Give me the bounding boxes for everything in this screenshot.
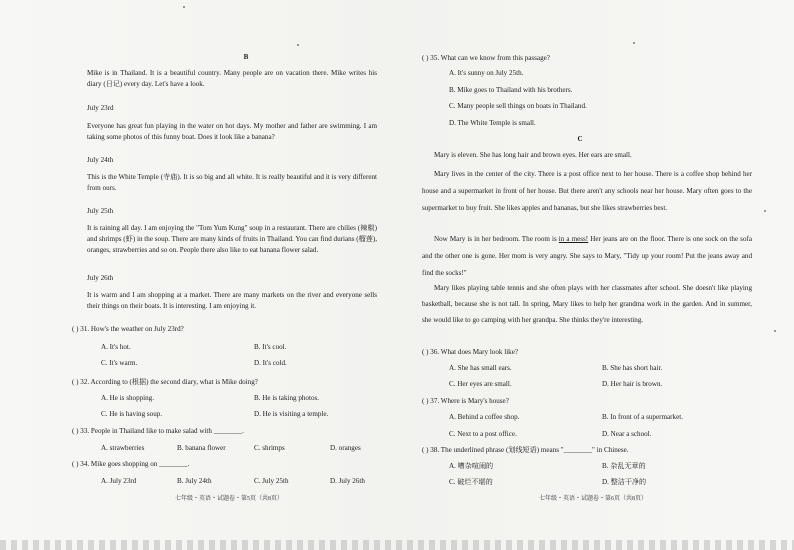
diary-entry: Everyone has great fun playing in the water on hot days. My mother and father are swimming. I am taking some photos of this funny boat. Does it look like a banana? <box>87 122 377 141</box>
section-b-title: B <box>243 53 249 61</box>
answer-option[interactable]: A. July 23rd <box>101 477 137 485</box>
page-right <box>397 0 794 550</box>
section-c-title: C <box>577 135 583 143</box>
answer-option[interactable]: C. 破烂不堪的 <box>449 478 493 486</box>
answer-option[interactable]: C. July 25th <box>254 477 289 485</box>
scan-speck <box>183 6 185 8</box>
passage-paragraph: Mary is eleven. She has long hair and brown eyes. Her ears are small. <box>434 151 632 159</box>
question-stem: ( ) 36. What does Mary look like? <box>422 348 519 356</box>
diary-date: July 26th <box>87 274 114 282</box>
answer-option[interactable]: A. It's sunny on July 25th. <box>449 69 524 77</box>
question-stem: ( ) 31. How's the weather on July 23rd? <box>72 325 184 333</box>
answer-option[interactable]: B. Mike goes to Thailand with his brothers. <box>449 86 573 94</box>
answer-option[interactable]: D. Near a school. <box>602 430 652 438</box>
passage-paragraph <box>422 231 752 282</box>
answer-option[interactable]: C. He is having soup. <box>101 410 163 418</box>
answer-option[interactable]: C. shrimps <box>254 444 285 452</box>
intro-paragraph: Mike is in Thailand. It is a beautiful country. Many people are on vacation there. Mike writes his diary (日记) every day. Let's have a look. <box>87 69 377 88</box>
answer-option[interactable]: A. Behind a coffee shop. <box>449 413 520 421</box>
question-stem: ( ) 37. Where is Mary's house? <box>422 397 509 405</box>
answer-option[interactable]: B. It's cool. <box>254 343 287 351</box>
passage-text: Now Mary is in her bedroom. The room is <box>434 235 559 243</box>
scan-speck <box>297 44 299 46</box>
binding-edge <box>0 540 794 550</box>
answer-option[interactable]: D. It's cold. <box>254 359 287 367</box>
answer-option[interactable]: C. It's warm. <box>101 359 138 367</box>
question-stem: ( ) 32. According to (根据) the second diary, what is Mike doing? <box>72 378 258 386</box>
question-stem: ( ) 38. The underlined phrase (划线短语) means "________" in Chinese. <box>422 446 629 454</box>
diary-entry: It is raining all day. I am enjoying the "Tom Yum Kung" soup in a restaurant. There are chilies (辣椒) and shrimps (虾) in the soup. There are many kinds of fruits in Thailand. You can find durians (榴莲), oranges, strawberries and so on. People there also like to eat banana flower salad. <box>87 224 377 254</box>
question-stem: ( ) 35. What can we know from this passage? <box>422 54 550 62</box>
page-footer: 七年级・英语・试题卷・第5页（共8页） <box>175 496 284 502</box>
answer-option[interactable]: C. Next to a post office. <box>449 430 517 438</box>
answer-option[interactable]: D. The White Temple is small. <box>449 119 536 127</box>
answer-option[interactable]: B. She has short hair. <box>602 364 663 372</box>
answer-option[interactable]: D. oranges <box>330 444 361 452</box>
passage-paragraph: Mary likes playing table tennis and she often plays with her classmates after school. She doesn't like playing basketball, because she is not tall. In spring, Mary likes to help her grandma work in the garden. And in summer, she would like to go camping with her grandpa. She thinks they're interesting. <box>422 284 752 324</box>
scan-speck <box>764 210 766 212</box>
scan-speck <box>633 42 635 44</box>
diary-date: July 23rd <box>87 104 114 112</box>
passage-paragraph: Mary lives in the center of the city. There is a post office next to her house. There is a coffee shop behind her house and a supermarket in front of her house. But there aren't any schools near her house. Mary often goes to the supermarket to buy fruit. She likes apples and bananas, but she likes strawberries best. <box>422 170 752 212</box>
answer-option[interactable]: A. 嘈杂喧闹的 <box>449 462 494 470</box>
diary-date: July 25th <box>87 207 114 215</box>
answer-option[interactable]: D. He is visiting a temple. <box>254 410 329 418</box>
answer-option[interactable]: B. July 24th <box>177 477 212 485</box>
answer-option[interactable]: B. He is taking photos. <box>254 394 320 402</box>
answer-option[interactable]: A. strawberries <box>101 444 145 452</box>
diary-entry: It is warm and I am shopping at a market. There are many markets on the river and everyone sells their things on their boats. It is interesting. I am enjoying it. <box>87 291 377 310</box>
page-footer: 七年级・英语・试题卷・第6页（共8页） <box>539 496 648 502</box>
answer-option[interactable]: B. In front of a supermarket. <box>602 413 683 421</box>
diary-entry: This is the White Temple (寺庙). It is so big and all white. It is really beautiful and it is very different from ours. <box>87 173 377 192</box>
answer-option[interactable]: A. He is shopping. <box>101 394 155 402</box>
answer-option[interactable]: D. July 26th <box>330 477 365 485</box>
answer-option[interactable]: C. Her eyes are small. <box>449 380 512 388</box>
answer-option[interactable]: C. Many people sell things on boats in Thailand. <box>449 102 587 110</box>
scan-speck <box>774 330 776 332</box>
answer-option[interactable]: B. 杂乱无章的 <box>602 462 646 470</box>
answer-option[interactable]: B. banana flower <box>177 444 226 452</box>
passage-text: Her jeans are on the floor. There is one sock on the sofa and the other one is gone. Her mom is very angry. She says to Mary, "Tidy up your room! Put the jeans away and find the socks!" <box>422 235 753 277</box>
question-stem: ( ) 34. Mike goes shopping on ________. <box>72 460 190 468</box>
answer-option[interactable]: D. Her hair is brown. <box>602 380 663 388</box>
question-stem: ( ) 33. People in Thailand like to make salad with ________. <box>72 427 244 435</box>
underlined-phrase: in a mess! <box>558 235 589 243</box>
diary-date: July 24th <box>87 156 114 164</box>
answer-option[interactable]: A. She has small ears. <box>449 364 512 372</box>
answer-option[interactable]: D. 整洁干净的 <box>602 478 647 486</box>
answer-option[interactable]: A. It's hot. <box>101 343 131 351</box>
